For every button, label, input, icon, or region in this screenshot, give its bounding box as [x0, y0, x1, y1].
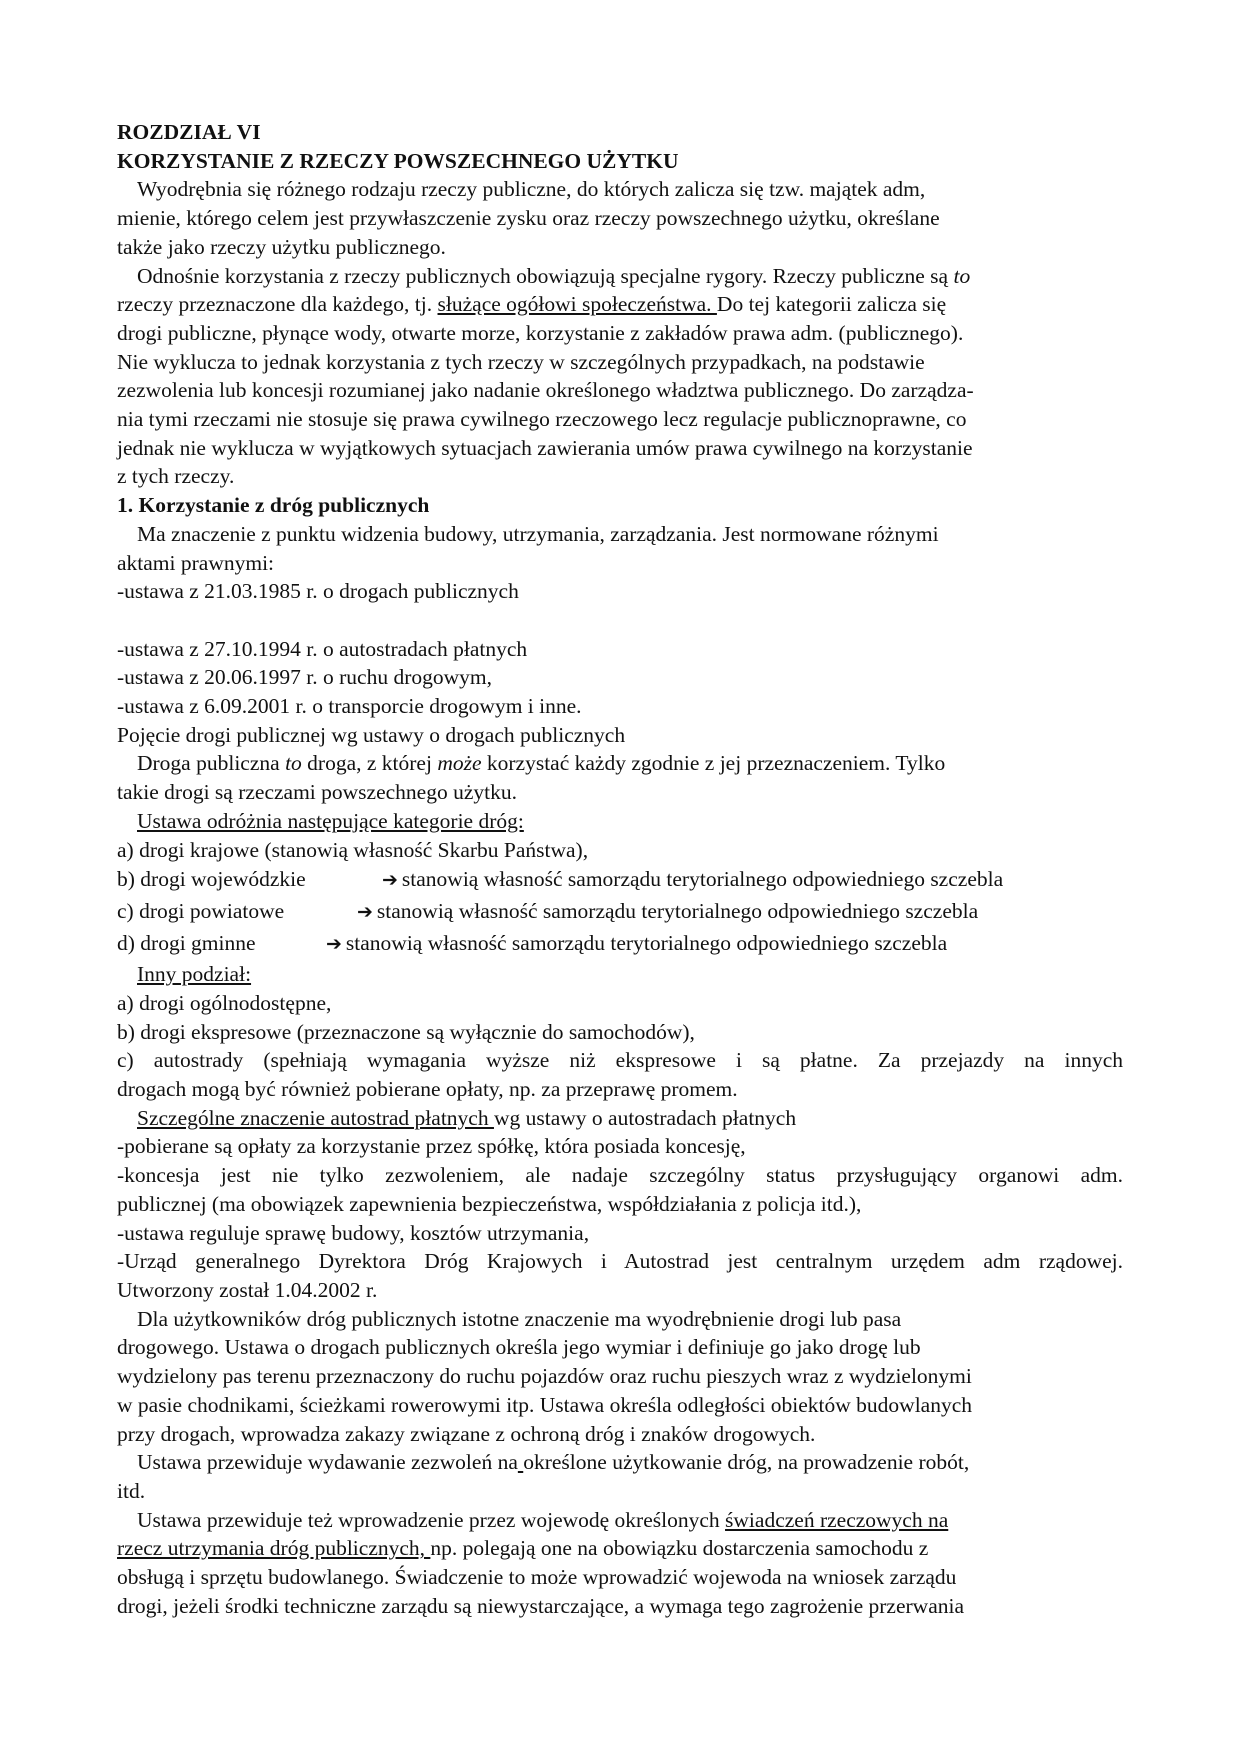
- text-line: [117, 692, 1123, 721]
- text-segment: drogowego. Ustawa o drogach publicznych określa jego wymiar i definiuje go jako drogę lub: [117, 1335, 921, 1360]
- text-line: [117, 434, 1123, 463]
- italic-text: to: [953, 263, 971, 288]
- text-line: [117, 1219, 1123, 1248]
- text-segment: w pasie chodnikami, ścieżkami rowerowymi itp. Ustawa określa odległości obiektów budowlanych: [117, 1392, 973, 1417]
- text-segment: np. polegają one na obowiązku dostarczenia samochodu z: [430, 1536, 929, 1561]
- text-line: [117, 405, 1123, 434]
- italic-text: może: [437, 751, 482, 776]
- text-segment: drogi publiczne, płynące wody, otwarte morze, korzystanie z zakładów prawa adm. (publicznego).: [117, 320, 964, 345]
- text-line: [117, 520, 1123, 549]
- underlined-text: świadczeń rzeczowych na: [725, 1507, 949, 1532]
- text-segment: z tych rzeczy.: [117, 464, 235, 489]
- text-line: [117, 233, 1123, 262]
- text-segment: Ustawa przewiduje wydawanie zezwoleń na: [137, 1450, 518, 1475]
- text-segment: a) drogi krajowe (stanowią własność Skarbu Państwa),: [117, 837, 589, 862]
- text-segment: stanowią własność samorządu terytorialnego odpowiedniego szczebla: [345, 931, 948, 956]
- text-line: [117, 778, 1123, 807]
- heading-line: [117, 147, 1123, 176]
- text-segment: Odnośnie korzystania z rzeczy publicznych obowiązują specjalne rygory. Rzeczy publiczne są: [137, 263, 954, 288]
- text-segment: Ustawa przewiduje też wprowadzenie przez wojewodę określonych: [137, 1507, 726, 1532]
- text-line: [117, 836, 1123, 865]
- text-line: [117, 1448, 1123, 1477]
- text-line: [117, 1190, 1123, 1219]
- text-segment: mienie, którego celem jest przywłaszczenie zysku oraz rzeczy powszechnego użytku, określane: [117, 206, 940, 231]
- heading-line: [117, 118, 1123, 147]
- text-line: [117, 204, 1123, 233]
- text-line: [117, 989, 1123, 1018]
- text-segment: 1. Korzystanie z dróg publicznych: [117, 493, 430, 518]
- text-line: [117, 462, 1123, 491]
- text-line: [117, 1132, 1123, 1161]
- text-segment: Droga publiczna: [137, 751, 286, 776]
- text-segment: itd.: [117, 1478, 146, 1503]
- text-segment: Ma znaczenie z punktu widzenia budowy, utrzymania, zarządzania. Jest normowane różnymi: [137, 521, 939, 546]
- text-line: [117, 864, 1123, 896]
- text-segment: publicznej (ma obowiązek zapewnienia bezpieczeństwa, współdziałania z policja itd.),: [117, 1191, 862, 1216]
- text-segment: -koncesja jest nie tylko zezwoleniem, ale nadaje szczególny status przysługujący organowi adm.: [117, 1163, 1123, 1188]
- text-line: [117, 1046, 1123, 1075]
- text-segment: nia tymi rzeczami nie stosuje się prawa cywilnego rzeczowego lecz regulacje publicznoprawne, co: [117, 407, 967, 432]
- text-segment: Wyodrębnia się różnego rodzaju rzeczy publiczne, do których zalicza się tzw. majątek adm,: [137, 177, 926, 202]
- text-line: [117, 1592, 1123, 1621]
- text-line: [117, 807, 1123, 836]
- text-line: [117, 262, 1123, 291]
- underlined-text: służące ogółowi społeczeństwa.: [437, 292, 717, 317]
- text-segment: przy drogach, wprowadza zakazy związane z ochroną dróg i znaków drogowych.: [117, 1421, 816, 1446]
- text-segment: Do tej kategorii zalicza się: [716, 292, 947, 317]
- text-segment: -ustawa z 6.09.2001 r. o transporcie drogowym i inne.: [117, 694, 582, 719]
- text-segment: wydzielony pas terenu przeznaczony do ruchu pojazdów oraz ruchu pieszych wraz z wydzielonymi: [117, 1364, 972, 1389]
- text-line: [117, 1563, 1123, 1592]
- text-segment: stanowią własność samorządu terytorialnego odpowiedniego szczebla: [376, 899, 979, 924]
- document-page: [117, 118, 1123, 1620]
- heading-line: [117, 491, 1123, 520]
- underlined-text: Szczególne znaczenie autostrad płatnych: [137, 1105, 494, 1130]
- text-line: [117, 1161, 1123, 1190]
- text-line: [117, 960, 1123, 989]
- italic-text: to: [285, 751, 302, 776]
- text-segment: droga, z której: [301, 751, 438, 776]
- text-line: [117, 175, 1123, 204]
- text-segment: ROZDZIAŁ VI: [117, 120, 261, 144]
- text-line: [117, 319, 1123, 348]
- text-segment: c) autostrady (spełniają wymagania wyższe niż ekspresowe i są płatne. Za przejazdy na innych: [117, 1048, 1123, 1073]
- text-segment: rzeczy przeznaczone dla każdego, tj.: [117, 292, 438, 317]
- text-segment: d) drogi gminne: [117, 931, 256, 956]
- text-segment: -Urząd generalnego Dyrektora Dróg Krajowych i Autostrad jest centralnym urzędem adm rządowej.: [117, 1249, 1123, 1274]
- text-segment: określone użytkowanie dróg, na prowadzenie robót,: [523, 1450, 970, 1475]
- text-line: [117, 928, 1123, 960]
- text-segment: -ustawa z 21.03.1985 r. o drogach publicznych: [117, 579, 519, 604]
- text-segment: c) drogi powiatowe: [117, 899, 285, 924]
- text-segment: -ustawa z 20.06.1997 r. o ruchu drogowym,: [117, 665, 492, 690]
- text-segment: takie drogi są rzeczami powszechnego użytku.: [117, 780, 517, 805]
- text-segment: Utworzony został 1.04.2002 r.: [117, 1278, 378, 1302]
- text-line: [117, 1362, 1123, 1391]
- text-segment: Pojęcie drogi publicznej wg ustawy o drogach publicznych: [117, 722, 626, 747]
- text-line: [117, 376, 1123, 405]
- text-line: [117, 1305, 1123, 1334]
- text-line: [117, 1333, 1123, 1362]
- text-line: [117, 721, 1123, 750]
- text-line: [117, 635, 1123, 664]
- text-line: [117, 577, 1123, 606]
- text-segment: korzystać każdy zgodnie z jej przeznaczeniem. Tylko: [481, 751, 946, 776]
- underlined-text: Inny podział:: [137, 962, 252, 987]
- text-segment: Dla użytkowników dróg publicznych istotne znaczenie ma wyodrębnienie drogi lub pasa: [137, 1306, 902, 1331]
- text-segment: -ustawa z 27.10.1994 r. o autostradach płatnych: [117, 636, 528, 661]
- text-line: [117, 1075, 1123, 1104]
- text-segment: aktami prawnymi:: [117, 550, 275, 575]
- text-segment: KORZYSTANIE Z RZECZY POWSZECHNEGO UŻYTKU: [117, 148, 679, 173]
- text-line: [117, 1247, 1123, 1276]
- text-line: [117, 290, 1123, 319]
- text-line: [117, 1391, 1123, 1420]
- text-segment: jednak nie wyklucza w wyjątkowych sytuacjach zawierania umów prawa cywilnego na korzystanie: [117, 435, 973, 460]
- text-line: [117, 1104, 1123, 1133]
- arrow-right-icon: ➔: [382, 869, 398, 892]
- text-segment: obsługą i sprzętu budowlanego. Świadczenie to może wprowadzić wojewoda na wniosek zarządu: [117, 1565, 957, 1590]
- underlined-text: rzecz utrzymania dróg publicznych,: [117, 1536, 431, 1561]
- text-line: [117, 1534, 1123, 1563]
- text-line: [117, 896, 1123, 928]
- text-segment: Nie wyklucza to jednak korzystania z tych rzeczy w szczególnych przypadkach, na podstawie: [117, 349, 925, 374]
- text-line: [117, 1276, 1123, 1305]
- text-segment: a) drogi ogólnodostępne,: [117, 990, 332, 1015]
- text-line: [117, 1477, 1123, 1506]
- text-segment: drogi, jeżeli środki techniczne zarządu są niewystarczające, a wymaga tego zagrożenie przerwania: [117, 1593, 965, 1618]
- text-segment: -ustawa reguluje sprawę budowy, kosztów utrzymania,: [117, 1220, 590, 1245]
- text-line: [117, 348, 1123, 377]
- text-segment: b) drogi ekspresowe (przeznaczone są wyłącznie do samochodów),: [117, 1019, 695, 1044]
- text-segment: zezwolenia lub koncesji rozumianej jako nadanie określonego władztwa publicznego. Do zarządza-: [117, 378, 974, 403]
- text-segment: b) drogi wojewódzkie: [117, 867, 306, 892]
- text-line: [117, 749, 1123, 778]
- underlined-text: Ustawa odróżnia następujące kategorie dróg:: [137, 808, 524, 833]
- text-line: [117, 663, 1123, 692]
- text-segment: wg ustawy o autostradach płatnych: [493, 1105, 797, 1130]
- text-line: [117, 1506, 1123, 1535]
- text-segment: stanowią własność samorządu terytorialnego odpowiedniego szczebla: [401, 867, 1004, 892]
- blank-line: [117, 606, 1123, 635]
- text-line: [117, 1420, 1123, 1449]
- text-segment: -pobierane są opłaty za korzystanie przez spółkę, która posiada koncesję,: [117, 1134, 746, 1159]
- text-segment: także jako rzeczy użytku publicznego.: [117, 234, 446, 259]
- text-line: [117, 549, 1123, 578]
- arrow-right-icon: ➔: [357, 901, 373, 924]
- arrow-right-icon: ➔: [326, 933, 342, 956]
- text-line: [117, 1018, 1123, 1047]
- text-segment: drogach mogą być również pobierane opłaty, np. za przeprawę promem.: [117, 1077, 738, 1102]
